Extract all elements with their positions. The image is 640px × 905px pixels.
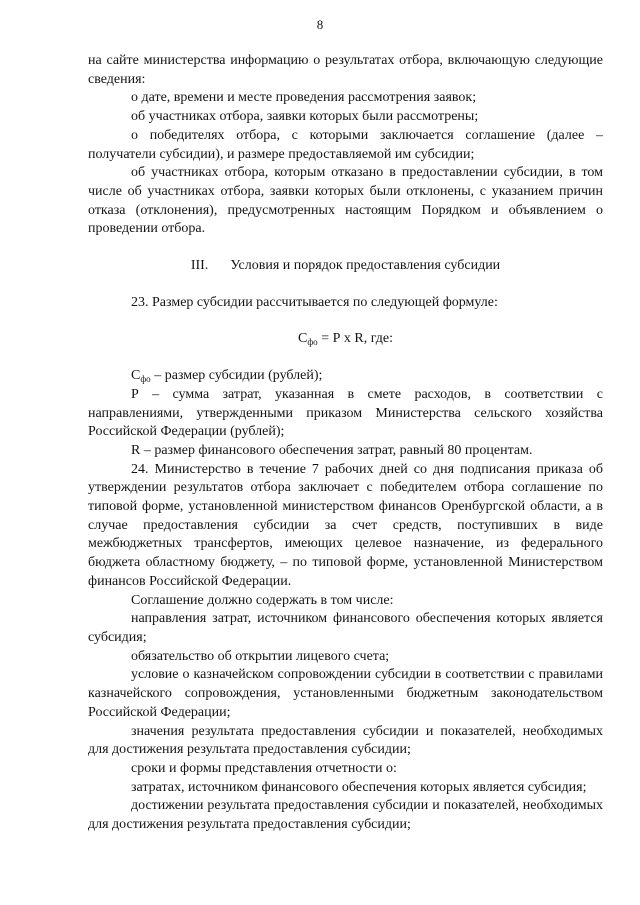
section-title: Условия и порядок предоставления субсидии: [230, 258, 501, 274]
paragraph-agreement-contents: Соглашение должно содержать в том числе:: [131, 592, 394, 608]
list-item-treasury-support: условие о казначейском сопровождении субсидии в соответствии с правилами казначейского сопровождения, установленными бюджетным законодательством Российской Федерации;: [88, 667, 603, 720]
def-text: – размер субсидии (рублей);: [150, 368, 323, 384]
definition-p: Р – сумма затрат, указанная в смете расходов, в соответствии с направлениями, утвержденными приказом Министерства сельского хозяйства Российской Федерации (рублей);: [88, 386, 603, 440]
section-heading: [88, 257, 603, 276]
paragraph-24: 24. Министерство в течение 7 рабочих дней со дня подписания приказа об утверждении результатов отбора заключает с победителем отбора соглашение по типовой форме, установленной министерством финансов Оренбургской области, а в случае предоставления субсидии за счет средств, поступивших в виде межбюджетных трансфертов, имеющих целевое назначение, из федерального бюджета областному бюджету, – по типовой форме, установленной Министерством финансов Российской Федерации.: [88, 461, 603, 589]
list-item-account-opening: обязательство об открытии лицевого счета;: [131, 648, 390, 664]
paragraph-23: 23. Размер субсидии рассчитывается по следующей формуле:: [131, 294, 498, 310]
list-item-review-date: о дате, времени и месте проведения рассмотрения заявок;: [131, 90, 477, 106]
list-item-costs-report: затратах, источником финансового обеспечения которых является субсидия;: [131, 779, 587, 795]
formula: [88, 330, 603, 349]
list-item-rejected-participants: об участниках отбора, которым отказано в предоставлении субсидии, в том числе об участниках отбора, заявки которых были отклонены, с указанием причин отказа (отклонения), предусмотренных настоящим Порядком и объявлением о проведении отбора.: [88, 165, 603, 237]
list-item-result-values: значения результата предоставления субсидии и показателей, необходимых для достижения результата предоставления субсидии;: [88, 723, 603, 758]
list-item-reviewed-participants: об участниках отбора, заявки которых были рассмотрены;: [131, 109, 479, 125]
section-number: III.: [190, 258, 209, 274]
def-symbol: С: [131, 368, 141, 384]
list-item-achievement-report: достижении результата предоставления субсидии и показателей, необходимых для достижения результата предоставления субсидии;: [88, 798, 603, 833]
definition-r: R – размер финансового обеспечения затрат, равный 80 процентам.: [131, 442, 533, 458]
list-item-winners: о победителях отбора, с которыми заключается соглашение (далее – получатели субсидии), и размере предоставляемой им субсидии;: [88, 127, 603, 162]
formula-symbol: С: [298, 331, 308, 347]
paragraph-results-info: на сайте министерства информацию о результатах отбора, включающую следующие сведения:: [88, 53, 603, 87]
definition-csubsidy: [88, 367, 603, 386]
list-item-cost-directions: направления затрат, источником финансового обеспечения которых является субсидия;: [88, 611, 603, 645]
formula-subscript: фо: [307, 337, 318, 348]
def-subscript: фо: [140, 374, 151, 385]
formula-expression: = Р х R, где:: [317, 331, 393, 347]
document-body: [88, 52, 603, 835]
page-number: 8: [316, 17, 324, 32]
list-item-reporting-terms: сроки и формы представления отчетности о:: [131, 760, 397, 776]
